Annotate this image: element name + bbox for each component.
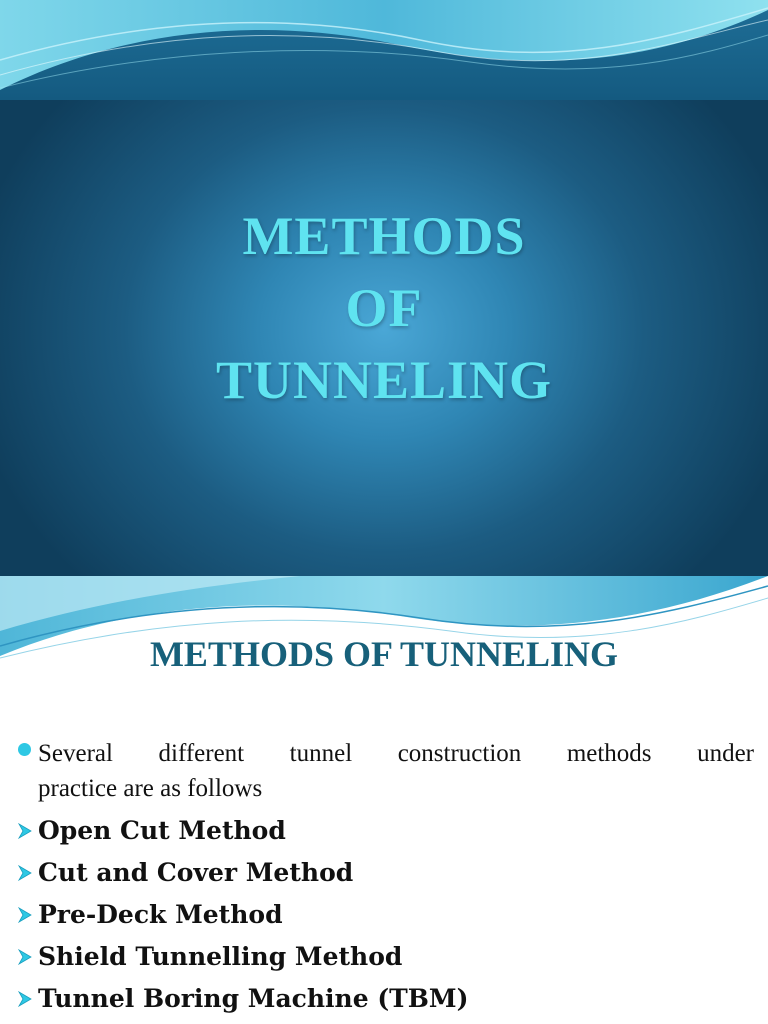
arrow-bullet-icon (16, 821, 36, 841)
arrow-bullet-icon (16, 989, 36, 1009)
list-item (16, 810, 756, 852)
method-label: Open Cut Method (38, 816, 286, 845)
method-label: Shield Tunnelling Method (38, 942, 403, 971)
list-item (16, 852, 756, 894)
method-label: Tunnel Boring Machine (TBM) (38, 984, 469, 1013)
intro-text-line-2: practice are as follows (38, 775, 263, 802)
intro-bullet (18, 736, 754, 806)
slide-title (0, 200, 768, 416)
decorative-wave-header (0, 0, 768, 100)
title-line-2: OF (345, 278, 423, 338)
list-item (16, 978, 756, 1020)
arrow-bullet-icon (16, 905, 36, 925)
intro-text-line-1: Several different tunnel construction methods under (38, 740, 754, 767)
title-line-3: TUNNELING (215, 350, 553, 410)
circle-bullet-icon (18, 743, 31, 756)
title-line-1: METHODS (242, 206, 526, 266)
list-item (16, 936, 756, 978)
methods-list (16, 810, 756, 1020)
content-slide (0, 576, 768, 1024)
method-label: Pre-Deck Method (38, 900, 283, 929)
slide-heading: METHODS OF TUNNELING (149, 634, 619, 674)
arrow-bullet-icon (16, 863, 36, 883)
list-item (16, 894, 756, 936)
method-label: Cut and Cover Method (38, 858, 354, 887)
arrow-bullet-icon (16, 947, 36, 967)
